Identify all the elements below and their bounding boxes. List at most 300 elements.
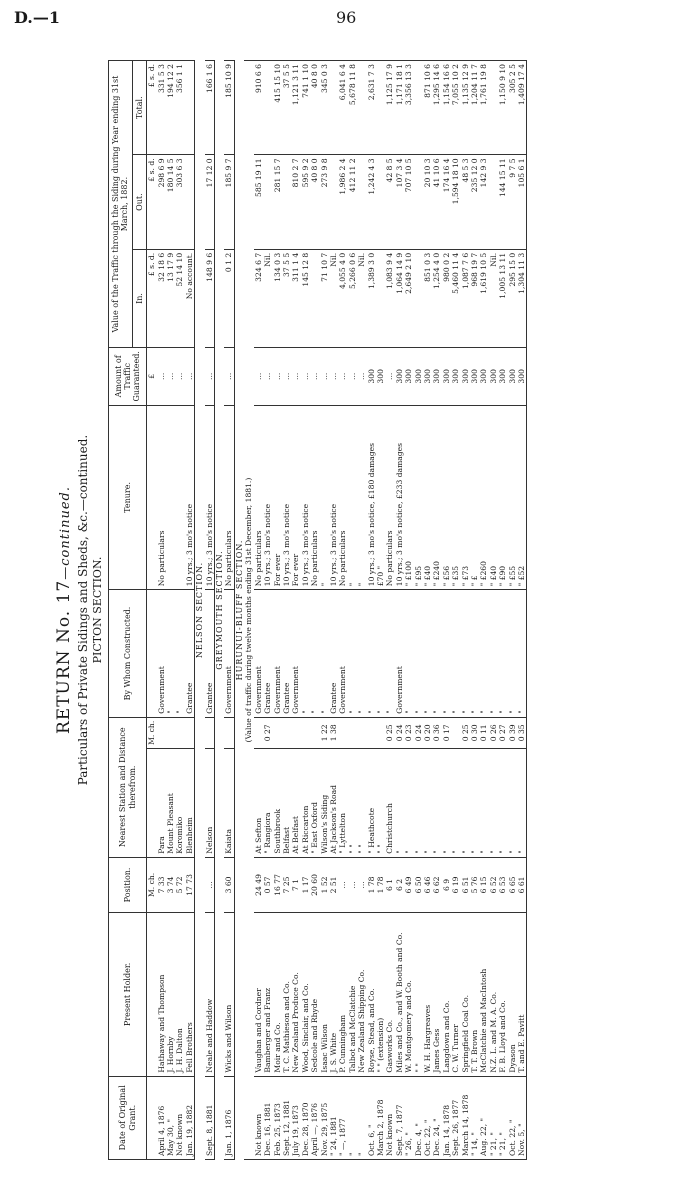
cell-in: 52 14 10 — [175, 249, 184, 347]
cell-holder: W. Montgomery and Co. — [404, 913, 413, 1076]
cell-date: Dec. 28, 1870 — [301, 1076, 310, 1159]
table-row — [320, 61, 329, 1160]
cell-station: Wilson's Siding — [320, 748, 329, 857]
cell-dist — [282, 717, 291, 748]
cell-pos: 1 17 — [301, 857, 310, 912]
cell-in: 295 15 0 — [508, 249, 517, 347]
cell-amount: 300 — [498, 348, 507, 405]
cell-amount: ... — [348, 348, 357, 405]
cell-out: 107 3 4 — [395, 155, 404, 249]
cell-date: March 14, 1878 — [461, 1076, 470, 1159]
cell-date: March 2, 1878 — [376, 1076, 385, 1159]
cell-tenure — [175, 405, 184, 590]
cell-in: 1,619 10 5 — [479, 249, 488, 347]
cell-amount: 300 — [479, 348, 488, 405]
cell-in: 851 0 3 — [423, 249, 432, 347]
cell-total: 345 0 3 — [320, 61, 329, 155]
cell-station: " " — [376, 748, 385, 857]
cell-amount: ... — [291, 348, 300, 405]
cell-pos: 6 9 — [442, 857, 451, 912]
cell-pos: ... — [357, 857, 366, 912]
cell-out — [414, 155, 423, 249]
cell-station: At Jackson's Road — [329, 748, 338, 857]
cell-out: 20 10 3 — [423, 155, 432, 249]
col-in: In. — [132, 249, 146, 347]
cell-station: " — [498, 748, 507, 857]
cell-total — [357, 61, 366, 155]
col-amount: Amount of Traffic Guaranteed. — [109, 348, 147, 405]
hurunui-section-label: HURUNUI-BLUFF SECTION. — [234, 539, 244, 681]
cell-dist: 0 36 — [432, 717, 441, 748]
cell-built: Government — [291, 590, 300, 717]
cell-out — [329, 155, 338, 249]
col-station: Nearest Station and Distance therefrom. — [109, 717, 147, 857]
cell-dist: 0 11 — [479, 717, 488, 748]
total-unit: £ s. d. — [147, 61, 157, 155]
cell-pos: 6 61 — [517, 857, 527, 912]
cell-built: " — [414, 590, 423, 717]
cell-dist — [338, 717, 347, 748]
col-constructed: By Whom Constructed. — [109, 590, 147, 717]
cell-out: 412 11 2 — [348, 155, 357, 249]
cell-total: 37 5 5 — [282, 61, 291, 155]
cell-tenure: 10 yrs.; 3 mo's notice — [263, 405, 272, 590]
nelson-section-label: NELSON SECTION. — [195, 561, 205, 659]
table-row — [385, 61, 394, 1160]
cell-tenure: " £35 — [451, 405, 460, 590]
cell-amount: 300 — [442, 348, 451, 405]
cell-in — [414, 249, 423, 347]
col-out: Out. — [132, 155, 146, 249]
cell-pos: 20 60 — [310, 857, 319, 912]
cell-out: 142 9 3 — [479, 155, 488, 249]
cell-date: May 30, " — [166, 1076, 175, 1159]
cell-holder: P. Cunningham — [338, 913, 347, 1076]
cell-pos: ... — [338, 857, 347, 912]
cell-station: " — [517, 748, 527, 857]
cell-in: 1,254 4 0 — [432, 249, 441, 347]
cell-amount: 300 — [470, 348, 479, 405]
cell-dist — [166, 717, 175, 748]
table-row — [451, 61, 460, 1160]
cell-pos: 17 73 — [185, 857, 195, 912]
cell-pos: 6 65 — [508, 857, 517, 912]
cell-holder: Sedcole and Rhyde — [310, 913, 319, 1076]
cell-built: Government — [224, 590, 234, 717]
cell-built: " — [385, 590, 394, 717]
cell-out: 185 9 7 — [224, 155, 234, 249]
cell-pos: 1 78 — [367, 857, 376, 912]
cell-in: 0 1 2 — [224, 249, 234, 347]
page-number: 96 — [336, 8, 357, 27]
table-row — [224, 61, 234, 1160]
table-row — [508, 61, 517, 1160]
cell-total: 741 1 10 — [301, 61, 310, 155]
cell-date: Sept. 8, 1881 — [205, 1076, 215, 1159]
cell-amount: 300 — [451, 348, 460, 405]
cell-date: Oct. 22, " — [423, 1076, 432, 1159]
greymouth-section-heading — [215, 61, 225, 1160]
cell-out — [263, 155, 272, 249]
cell-total: 2,631 7 3 — [367, 61, 376, 155]
cell-date: " 24, 1881 — [329, 1076, 338, 1159]
table-header — [109, 61, 147, 1160]
cell-dist — [301, 717, 310, 748]
cell-dist — [348, 717, 357, 748]
cell-built: " — [301, 590, 310, 717]
cell-holder: Miles and Co., and W. Booth and Co. — [395, 913, 404, 1076]
cell-holder: W. H. Hargreaves — [423, 913, 432, 1076]
cell-out: 595 9 2 — [301, 155, 310, 249]
cell-tenure: 10 yrs.; 3 mo's notice, £180 damages — [367, 405, 376, 590]
cell-pos: 6 46 — [423, 857, 432, 912]
cell-tenure — [166, 405, 175, 590]
cell-station: " — [470, 748, 479, 857]
cell-amount: 300 — [395, 348, 404, 405]
cell-station: " Lyttelton — [338, 748, 347, 857]
cell-amount: 300 — [367, 348, 376, 405]
cell-tenure: " £52 — [517, 405, 527, 590]
cell-in: 1,304 11 3 — [517, 249, 527, 347]
private-sidings-table — [108, 60, 527, 1160]
hurunui-section-heading — [234, 61, 244, 1160]
cell-dist — [175, 717, 184, 748]
cell-holder: Fell Brothers — [185, 913, 195, 1076]
cell-station: Nelson — [205, 748, 215, 857]
col-date: Date of Original Grant. — [109, 1076, 147, 1159]
cell-pos: 6 15 — [479, 857, 488, 912]
cell-built: " — [404, 590, 413, 717]
cell-holder: Gasworks Co. — [385, 913, 394, 1076]
table-row — [157, 61, 166, 1160]
cell-tenure: No particulars — [224, 405, 234, 590]
cell-tenure: For ever — [291, 405, 300, 590]
cell-built: " — [470, 590, 479, 717]
cell-amount: 300 — [517, 348, 527, 405]
cell-holder: F. B. Lloyd and Co. — [498, 913, 507, 1076]
cell-built: " — [517, 590, 527, 717]
cell-total: 1,150 9 10 — [498, 61, 507, 155]
cell-tenure: " — [357, 405, 366, 590]
cell-total: 1,125 17 9 — [385, 61, 394, 155]
cell-dist: 0 27 — [498, 717, 507, 748]
cell-station: " East Oxford — [310, 748, 319, 857]
cell-holder: C. W. Turner — [451, 913, 460, 1076]
cell-out: 174 16 4 — [442, 155, 451, 249]
cell-holder: Hathaway and Thompson — [157, 913, 166, 1076]
cell-total: 871 10 6 — [423, 61, 432, 155]
cell-station: " — [432, 748, 441, 857]
cell-date: " — [348, 1076, 357, 1159]
cell-amount: ... — [329, 348, 338, 405]
cell-holder: N.Z. L. and M. A. Co. — [489, 913, 498, 1076]
cell-holder: T. C. Mathieson and Co. — [282, 913, 291, 1076]
cell-station: " " — [348, 748, 357, 857]
cell-built: " — [498, 590, 507, 717]
nelson-section-body — [195, 61, 215, 1160]
cell-station: Southbrook — [273, 748, 282, 857]
cell-total: 356 1 1 — [175, 61, 184, 155]
cell-in: No account. — [185, 249, 195, 347]
cell-total: 40 8 0 — [310, 61, 319, 155]
cell-built: " — [376, 590, 385, 717]
cell-pos: 1 78 — [376, 857, 385, 912]
cell-amount: ... — [263, 348, 272, 405]
cell-tenure: No particulars — [385, 405, 394, 590]
cell-in: 13 17 9 — [166, 249, 175, 347]
cell-out: 298 6 9 — [157, 155, 166, 249]
cell-out: 1,594 18 10 — [451, 155, 460, 249]
cell-station: Christchurch — [385, 748, 394, 857]
cell-total: 5,678 11 8 — [348, 61, 357, 155]
cell-date: Dec. 4, " — [414, 1076, 423, 1159]
cell-amount: ... — [357, 348, 366, 405]
cell-tenure: " £40 — [423, 405, 432, 590]
col-position: Position. — [109, 857, 147, 912]
cell-dist: 0 20 — [423, 717, 432, 748]
table-row — [442, 61, 451, 1160]
cell-tenure: " £100 — [404, 405, 413, 590]
cell-holder: Neale and Haddow — [205, 913, 215, 1076]
cell-out: 273 9 8 — [320, 155, 329, 249]
cell-pos: 3 60 — [224, 857, 234, 912]
cell-total: 3,356 13 3 — [404, 61, 413, 155]
cell-total: 1,154 16 6 — [442, 61, 451, 155]
cell-date: " —, 1877 — [338, 1076, 347, 1159]
greymouth-section-label: GREYMOUTH SECTION. — [215, 550, 225, 670]
cell-in: 134 0 3 — [273, 249, 282, 347]
table-row — [282, 61, 291, 1160]
cell-total — [263, 61, 272, 155]
cell-amount: ... — [273, 348, 282, 405]
col-value-group: Value of the Traffic through the Siding during Year ending 31st March, 1882. — [109, 61, 133, 348]
cell-amount: ... — [301, 348, 310, 405]
cell-tenure: " £ — [470, 405, 479, 590]
cell-built: Government — [254, 590, 263, 717]
cell-station: At Sefton — [254, 748, 263, 857]
cell-amount: ... — [254, 348, 263, 405]
cell-built: " — [461, 590, 470, 717]
cell-total: 1,135 12 9 — [461, 61, 470, 155]
table-row — [329, 61, 338, 1160]
cell-date: Aug. 22, " — [479, 1076, 488, 1159]
cell-pos: 16 77 — [273, 857, 282, 912]
cell-out: 17 12 0 — [205, 155, 215, 249]
return-title-suffix: —continued. — [58, 486, 73, 580]
cell-date: " — [357, 1076, 366, 1159]
cell-holder: J. Hornby — [166, 913, 175, 1076]
cell-amount: ... — [175, 348, 184, 405]
cell-date: Dec. 24, " — [432, 1076, 441, 1159]
cell-pos: 6 50 — [414, 857, 423, 912]
cell-holder: Dyason — [508, 913, 517, 1076]
cell-built: " — [451, 590, 460, 717]
cell-in: Nil. — [263, 249, 272, 347]
cell-amount: ... — [320, 348, 329, 405]
hurunui-section-note-row — [244, 61, 253, 1160]
cell-in: 37 5 5 — [282, 249, 291, 347]
cell-total — [329, 61, 338, 155]
cell-amount: ... — [166, 348, 175, 405]
cell-dist — [451, 717, 460, 748]
cell-holder: T. and E. Pavitt — [517, 913, 527, 1076]
cell-tenure: £70 " — [376, 405, 385, 590]
table-row — [301, 61, 310, 1160]
cell-amount: ... — [282, 348, 291, 405]
table-row — [338, 61, 347, 1160]
cell-date: Nov. 5, " — [517, 1076, 527, 1159]
cell-tenure: 10 yrs.; 3 mo's notice — [301, 405, 310, 590]
cell-built: " — [166, 590, 175, 717]
cell-pos: 6 53 — [498, 857, 507, 912]
cell-holder: Langdown and Co. — [442, 913, 451, 1076]
cell-tenure: No particulars — [254, 405, 263, 590]
cell-total — [185, 61, 195, 155]
table-row — [310, 61, 319, 1160]
cell-out: 707 10 5 — [404, 155, 413, 249]
cell-dist — [185, 717, 195, 748]
cell-in: 148 9 6 — [205, 249, 215, 347]
table-row — [254, 61, 263, 1160]
table-row — [432, 61, 441, 1160]
cell-in: 2,649 2 10 — [404, 249, 413, 347]
cell-out: 235 12 0 — [470, 155, 479, 249]
cell-station: " — [451, 748, 460, 857]
cell-holder: Wood, Sinclair, and Co. — [301, 913, 310, 1076]
cell-total — [376, 61, 385, 155]
cell-amount: ... — [310, 348, 319, 405]
cell-out: 281 15 7 — [273, 155, 282, 249]
cell-in: 71 10 7 — [320, 249, 329, 347]
cell-built: Grantee — [185, 590, 195, 717]
cell-pos: 6 62 — [432, 857, 441, 912]
cell-total: 194 12 2 — [166, 61, 175, 155]
cell-tenure: " £55 — [508, 405, 517, 590]
table-row — [166, 61, 175, 1160]
cell-in: 1,087 7 6 — [461, 249, 470, 347]
cell-total: 1,409 17 4 — [517, 61, 527, 155]
document-code: D.—1 — [14, 8, 61, 27]
cell-amount: ... — [338, 348, 347, 405]
cell-pos: 7 1 — [291, 857, 300, 912]
cell-amount: 300 — [432, 348, 441, 405]
units-row — [147, 61, 157, 1160]
cell-holder: Isaac Wilson — [320, 913, 329, 1076]
cell-station: Mount Pleasant — [166, 748, 175, 857]
cell-pos: ... — [205, 857, 215, 912]
cell-in — [376, 249, 385, 347]
cell-date: Not known — [385, 1076, 394, 1159]
cell-tenure: 10 yrs.; 3 mo's notice — [282, 405, 291, 590]
cell-amount: ... — [224, 348, 234, 405]
table-row — [175, 61, 184, 1160]
table-row — [376, 61, 385, 1160]
cell-dist: 0 17 — [442, 717, 451, 748]
hurunui-section-note: (Value of traffic during twelve months ending 31st December, 1881.) — [244, 61, 253, 1160]
in-unit: £ s. d. — [147, 249, 157, 347]
table-row — [185, 61, 195, 1160]
cell-holder: New Zealand Shipping Co. — [357, 913, 366, 1076]
cell-amount: ... — [185, 348, 195, 405]
hurunui-section-body — [234, 61, 527, 1160]
cell-amount: 300 — [508, 348, 517, 405]
cell-date: Jan. 19, 1882 — [185, 1076, 195, 1159]
cell-total: 6,041 6 4 — [338, 61, 347, 155]
cell-dist: 0 30 — [470, 717, 479, 748]
cell-date: Feb. 25, 1873 — [273, 1076, 282, 1159]
cell-date: " 21, " — [489, 1076, 498, 1159]
cell-out — [185, 155, 195, 249]
cell-date: Sept. 26, 1877 — [451, 1076, 460, 1159]
table-row — [291, 61, 300, 1160]
cell-dist: 0 24 — [395, 717, 404, 748]
cell-tenure: " — [348, 405, 357, 590]
cell-built: " — [432, 590, 441, 717]
cell-tenure: 10 yrs.; 3 mo's notice — [329, 405, 338, 590]
cell-date: Jan. 14, 1878 — [442, 1076, 451, 1159]
cell-station: At Belfast — [291, 748, 300, 857]
cell-holder: J. S. White — [329, 913, 338, 1076]
cell-in: Nil. — [357, 249, 366, 347]
cell-tenure: No particulars — [157, 405, 166, 590]
cell-total: 910 6 6 — [254, 61, 263, 155]
cell-amount: ... — [157, 348, 166, 405]
table-row — [479, 61, 488, 1160]
cell-dist — [205, 717, 215, 748]
cell-station: Belfast — [282, 748, 291, 857]
cell-date: April 4, 1876 — [157, 1076, 166, 1159]
cell-station: " — [461, 748, 470, 857]
cell-total: 1,204 11 7 — [470, 61, 479, 155]
cell-date: July 19, 1873 — [291, 1076, 300, 1159]
cell-station: At Riccarton — [301, 748, 310, 857]
cell-amount: ... — [385, 348, 394, 405]
cell-station: " — [479, 748, 488, 857]
cell-station: " — [395, 748, 404, 857]
cell-dist: 0 27 — [263, 717, 272, 748]
cell-date: Oct. 22, " — [508, 1076, 517, 1159]
cell-out: 585 19 11 — [254, 155, 263, 249]
cell-pos: 6 19 — [451, 857, 460, 912]
cell-station: " " — [357, 748, 366, 857]
cell-built: " — [489, 590, 498, 717]
table-row — [263, 61, 272, 1160]
cell-dist — [254, 717, 263, 748]
cell-total: 1,761 19 8 — [479, 61, 488, 155]
table-row — [498, 61, 507, 1160]
cell-total — [414, 61, 423, 155]
cell-station: " — [404, 748, 413, 857]
table-row — [273, 61, 282, 1160]
cell-pos: 24 49 — [254, 857, 263, 912]
cell-holder: T. T. Brown — [470, 913, 479, 1076]
cell-tenure: " £90 — [498, 405, 507, 590]
cell-pos: 3 74 — [166, 857, 175, 912]
cell-in: 145 12 8 — [301, 249, 310, 347]
cell-date: Jan. 1, 1876 — [224, 1076, 234, 1159]
cell-date: " 14, " — [470, 1076, 479, 1159]
cell-tenure: For ever — [273, 405, 282, 590]
cell-total: 1,295 14 6 — [432, 61, 441, 155]
cell-built: " — [357, 590, 366, 717]
cell-out: 303 6 3 — [175, 155, 184, 249]
cell-total: 1,171 18 1 — [395, 61, 404, 155]
cell-dist: 0 26 — [489, 717, 498, 748]
cell-dist: 0 25 — [461, 717, 470, 748]
cell-built: " — [175, 590, 184, 717]
cell-tenure: " £73 — [461, 405, 470, 590]
cell-station: " — [442, 748, 451, 857]
